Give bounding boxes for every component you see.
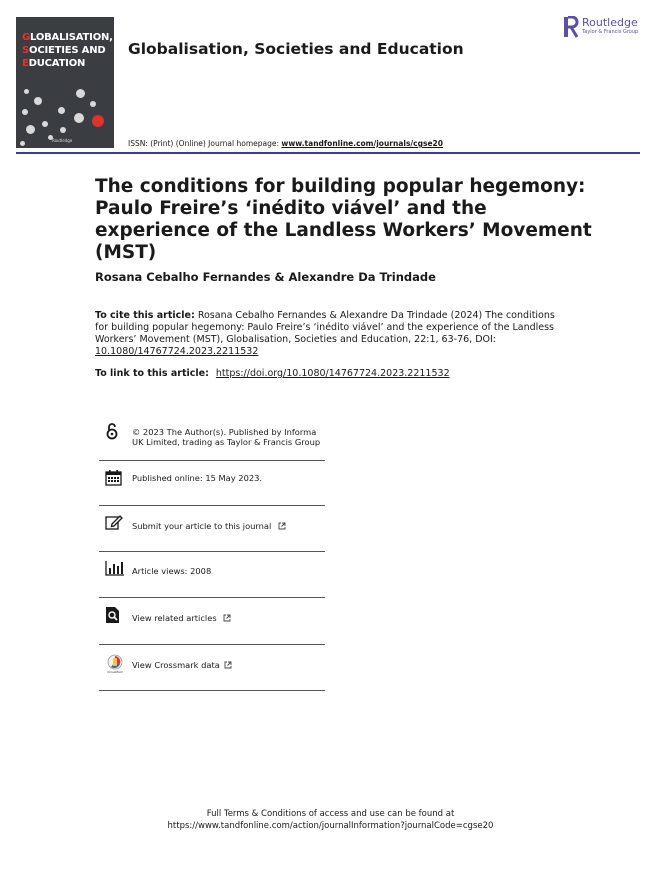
submit-article-link[interactable]: Submit your article to this journal (132, 521, 272, 531)
license-text: © 2023 The Author(s). Published by Informa UK Limited, trading as Taylor & Francis Group (132, 427, 321, 447)
published-item (99, 461, 325, 506)
cover-dot (74, 113, 84, 123)
journal-title: Globalisation, Societies and Education (128, 40, 464, 58)
edit-icon (105, 514, 123, 530)
article-authors: Rosana Cebalho Fernandes & Alexandre Da Trindade (95, 270, 436, 284)
citation-block (95, 310, 570, 358)
cite-label: To cite this article: (95, 310, 195, 321)
crossmark-link[interactable]: View Crossmark data (132, 660, 220, 670)
publisher-logo (563, 16, 643, 40)
external-link-icon (278, 522, 286, 530)
related-articles-link[interactable]: View related articles (132, 613, 217, 623)
bar-chart-icon (105, 560, 125, 576)
article-link-line (95, 368, 450, 379)
related-item[interactable] (99, 598, 325, 645)
cover-dot (20, 141, 25, 146)
header-rule (16, 152, 640, 154)
footer-terms-link[interactable]: https://www.tandfonline.com/action/journalInformation?journalCode=cgse20 (167, 821, 494, 831)
views-item (99, 552, 325, 598)
article-title: The conditions for building popular hegemony: Paulo Freire’s ‘inédito viável’ and the experience of the Landless Workers’ Movement (MST) (95, 176, 592, 263)
cite-text: Rosana Cebalho Fernandes & Alexandre Da Trindade (2024) The conditions for building popular hegemony: Paulo Freire’s ‘inédito viável’ and the experience of the Landless Workers’ Movement (MST), Globalisation, Societies and Education, 22:1, 63-76, DOI: (95, 310, 555, 345)
cover-dot-red (92, 115, 104, 127)
routledge-r-icon (563, 16, 579, 38)
article-info-list (99, 420, 325, 691)
crossmark-icon (105, 654, 125, 674)
open-access-icon (105, 422, 119, 440)
cite-doi-link[interactable]: 10.1080/14767724.2023.2211532 (95, 346, 259, 357)
crossmark-badge-text: CrossMark (107, 670, 123, 674)
license-item (99, 420, 325, 461)
external-link-icon (223, 614, 231, 622)
cover-dot (76, 89, 85, 98)
cover-dot (34, 97, 42, 105)
issn-line: ISSN: (Print) (Online) Journal homepage: www.tandfonline.com/journals/cgse20 (128, 139, 443, 148)
calendar-icon (105, 469, 122, 486)
link-label: To link to this article: (95, 368, 209, 379)
publisher-name: Routledge (582, 16, 638, 29)
cover-dot (60, 127, 66, 133)
publisher-subtitle: Taylor & Francis Group (582, 29, 639, 35)
cover-dot (90, 101, 96, 107)
cover-dot (24, 89, 29, 94)
crossmark-item[interactable] (99, 645, 325, 691)
journal-homepage-link[interactable]: www.tandfonline.com/journals/cgse20 (281, 139, 443, 148)
article-views: Article views: 2008 (132, 566, 212, 576)
published-date: Published online: 15 May 2023. (132, 473, 263, 483)
submit-item[interactable] (99, 506, 325, 552)
cover-dot (22, 109, 28, 115)
cover-dot (42, 121, 48, 127)
footer-line-1: Full Terms & Conditions of access and use can be found at (206, 809, 455, 819)
cover-publisher-mark: Routledge (52, 138, 73, 143)
cover-title: GLOBALISATION, SOCIETIES AND EDUCATION (22, 32, 113, 69)
cover-dot (26, 125, 35, 134)
article-doi-link[interactable]: https://doi.org/10.1080/14767724.2023.2211532 (215, 368, 450, 379)
journal-cover[interactable] (16, 17, 114, 148)
cover-dot (58, 107, 65, 114)
terms-footer (0, 808, 661, 832)
related-articles-icon (105, 606, 121, 624)
external-link-icon (224, 661, 232, 669)
